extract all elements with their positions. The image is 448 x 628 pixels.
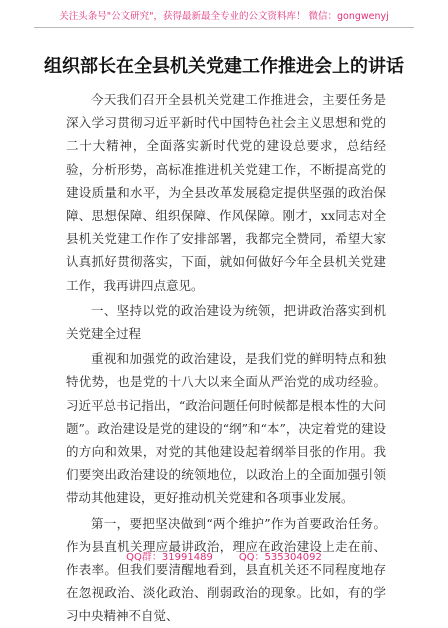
body-paragraph: 重视和加强党的政治建设，是我们党的鲜明特点和独特优势，也是党的十八大以来全面从严治党的成功经验。习近平总书记指出，“政治问题任何时候都是根本性的大问题”。政治建设是党的建设的“纲”和“本”，决定着党的建设的方向和效果，对党的其他建设起着纲举目张的作用。我们要突出政治建设的统领地位，以政治上的全面加强引领带动其他建设，更好推动机关党建和各项事业发展。 [66,351,386,506]
document-title: 组织部长在全县机关党建工作推进会上的讲话 [44,56,404,77]
body-paragraph: 第一，要把坚决做到“两个维护”作为首要政治任务。作为县直机关理应最讲政治，理应在政治建设上走在前、作表率。但我们要清醒地看到，县直机关还不同程度地存在忽视政治、淡化政治、削弱政治的现象。比如，有的学习中央精神不自觉、 [66,515,386,624]
section-heading: 一、坚持以党的政治建设为统领，把讲政治落实到机关党建全过程 [66,302,386,342]
intro-paragraph: 今天我们召开全县机关党建工作推进会，主要任务是深入学习贯彻习近平新时代中国特色社会主义思想和党的二十大精神，全面落实新时代党的建设总要求，总结经验，分析形势，高标准推进机关党建工作，不断提高党的建设质量和水平，为全县改革发展稳定提供坚强的政治保障、思想保障、组织保障、作风保障。刚才，xx同志对全县机关党建工作作了安排部署，我都完全赞同，希望大家认真抓好贯彻落实，下面，就如何做好今年全县机关党建工作，我再讲四点意见。 [66,92,386,293]
qq-text: QQ：535304092 [238,552,322,563]
qq-group-text: QQ群：31991489 [126,552,213,563]
document-body [66,88,386,628]
promo-header: 关注头条号"公文研究"，获得最新最全专业的公文资料库！ 微信：gongwenyj [59,11,389,22]
header-divider [34,27,414,28]
contact-footer [0,548,448,563]
